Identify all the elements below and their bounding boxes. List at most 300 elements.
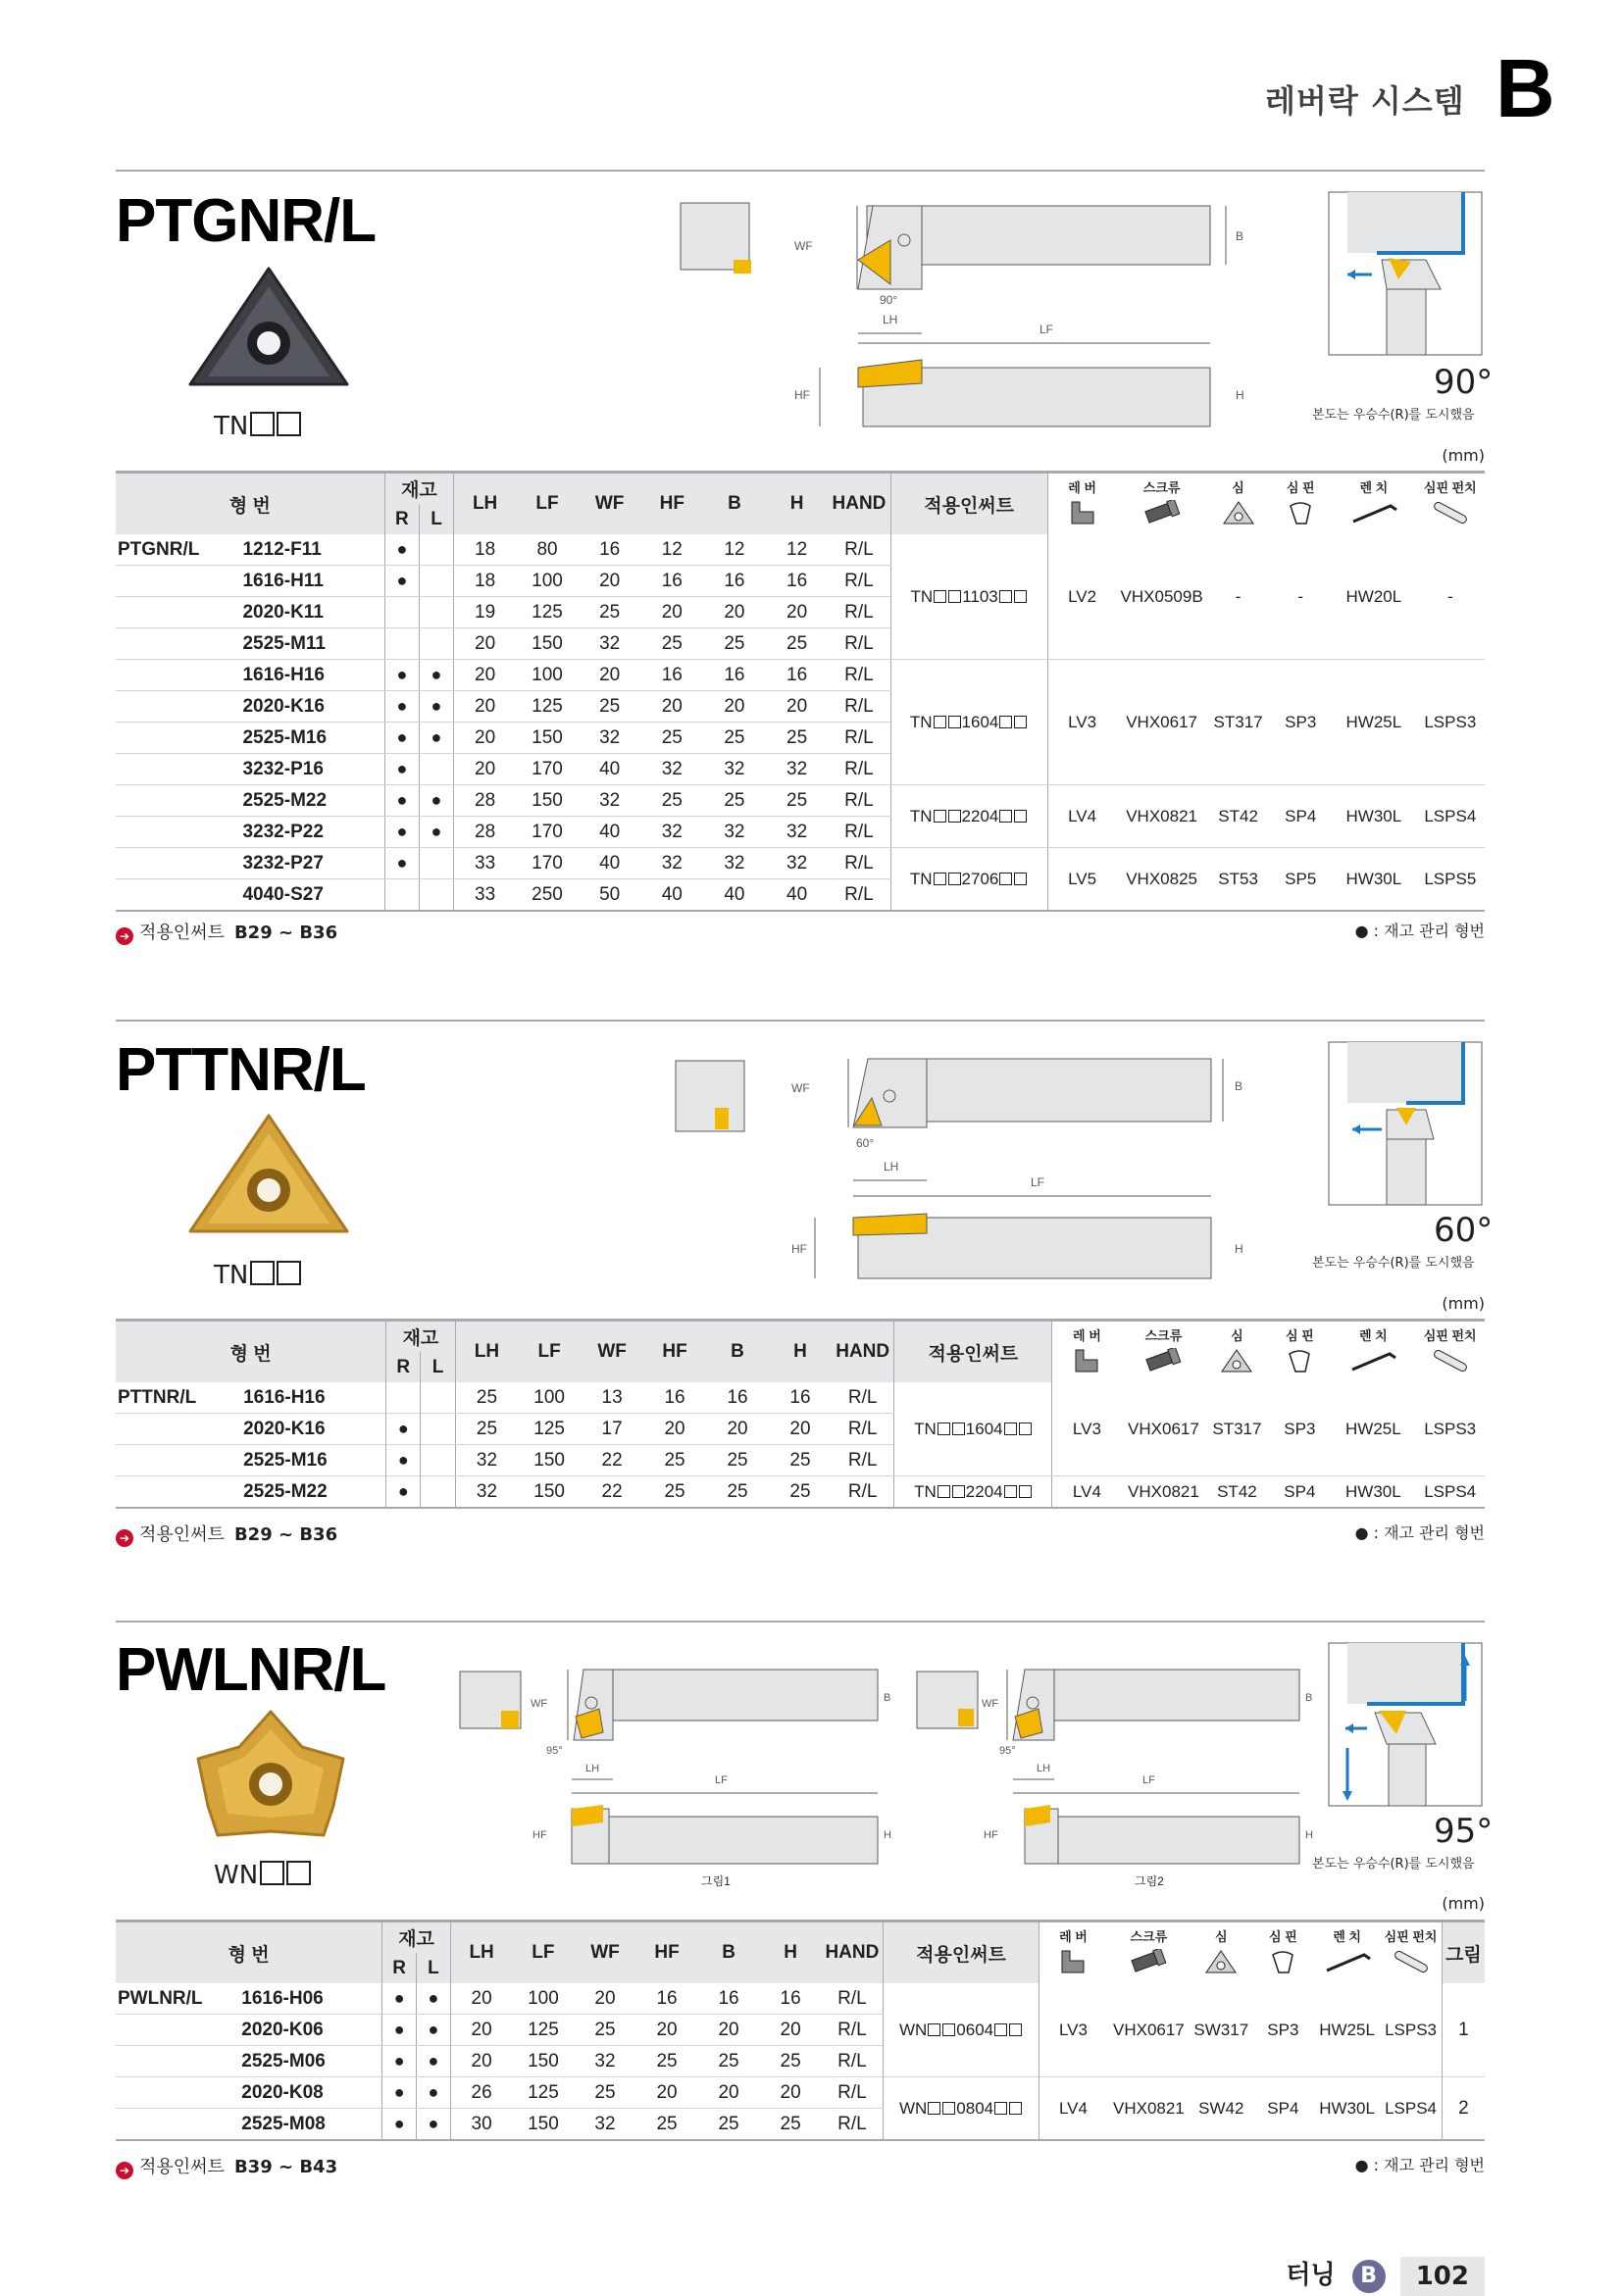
model-code: 3232-P22 bbox=[242, 817, 384, 848]
stock-l bbox=[419, 879, 453, 912]
svg-text:H: H bbox=[1236, 388, 1244, 402]
model-code: 1212-F11 bbox=[242, 534, 384, 566]
cell-lh: 32 bbox=[455, 1476, 518, 1509]
svg-text:LH: LH bbox=[884, 1160, 899, 1173]
col-header-stock: 재고 bbox=[386, 1321, 456, 1353]
svg-text:WF: WF bbox=[791, 1081, 810, 1095]
col-header-b: B bbox=[703, 473, 766, 535]
cell-h: 25 bbox=[766, 785, 829, 817]
cell-wrench: HW30L bbox=[1332, 785, 1416, 848]
cell-shimpin: SP3 bbox=[1269, 660, 1332, 785]
cell-wrench: HW30L bbox=[1332, 848, 1416, 912]
cell-insert: WN 0804 bbox=[884, 2077, 1039, 2141]
cell-b: 32 bbox=[703, 754, 766, 785]
cell-b: 16 bbox=[703, 566, 766, 597]
stock-r: ● bbox=[384, 754, 419, 785]
cell-lh: 25 bbox=[455, 1382, 518, 1414]
cell-lh: 19 bbox=[454, 597, 517, 628]
cell-hf: 40 bbox=[640, 879, 703, 912]
cell-shim: SW42 bbox=[1191, 2077, 1252, 2141]
model-code: 2020-K11 bbox=[242, 597, 384, 628]
stock-l bbox=[419, 628, 453, 660]
model-series bbox=[116, 723, 242, 754]
model-code: 3232-P27 bbox=[242, 848, 384, 879]
cell-hf: 20 bbox=[640, 691, 703, 723]
table-row bbox=[116, 1983, 1485, 2015]
insert-tn-gold-image bbox=[184, 1110, 353, 1247]
svg-text:HF: HF bbox=[984, 1829, 998, 1841]
footer-section-label: 터닝 bbox=[1286, 2261, 1336, 2290]
stock-l: ● bbox=[417, 2109, 451, 2141]
model-code: 2525-M16 bbox=[243, 1445, 386, 1476]
cell-h: 16 bbox=[760, 1983, 822, 2015]
cell-lh: 20 bbox=[454, 691, 517, 723]
cell-hand: R/L bbox=[828, 723, 890, 754]
cell-punch: LSPS3 bbox=[1415, 1382, 1485, 1476]
model-code: 2525-M06 bbox=[241, 2046, 382, 2077]
cell-shim: ST42 bbox=[1207, 785, 1270, 848]
stock-r: ● bbox=[384, 723, 419, 754]
cell-lh: 20 bbox=[454, 628, 517, 660]
svg-text:95°: 95° bbox=[999, 1745, 1016, 1757]
cell-punch: LSPS3 bbox=[1416, 660, 1485, 785]
header-title: 레버락 시스템 bbox=[1265, 82, 1465, 120]
col-header-r: R bbox=[384, 504, 419, 534]
cell-b: 25 bbox=[698, 2109, 760, 2141]
col-header-lever: 레 버 bbox=[1047, 473, 1116, 535]
col-header-wrench: 렌 치 bbox=[1332, 473, 1416, 535]
stock-r bbox=[384, 597, 419, 628]
cell-h: 16 bbox=[766, 566, 829, 597]
diagram-note: 본도는 우승수(R)를 도시했음 bbox=[1312, 1857, 1475, 1872]
cell-h: 20 bbox=[766, 691, 829, 723]
cell-screw: VHX0825 bbox=[1116, 848, 1206, 912]
cell-lf: 125 bbox=[518, 1414, 581, 1445]
cell-wf: 22 bbox=[581, 1445, 643, 1476]
col-header-shim: 심 bbox=[1205, 1321, 1268, 1383]
cell-lf: 100 bbox=[516, 566, 579, 597]
cell-lh: 20 bbox=[454, 723, 517, 754]
col-header-b: B bbox=[706, 1321, 769, 1383]
cell-b: 20 bbox=[698, 2077, 760, 2109]
cutting-angle-label: 90° bbox=[1434, 363, 1494, 402]
cell-wrench: HW25L bbox=[1332, 660, 1416, 785]
cell-lf: 170 bbox=[516, 848, 579, 879]
cell-h: 20 bbox=[766, 597, 829, 628]
cell-b: 25 bbox=[703, 723, 766, 754]
stock-r: ● bbox=[382, 2109, 417, 2141]
cell-wf: 25 bbox=[579, 691, 641, 723]
cell-h: 25 bbox=[760, 2046, 822, 2077]
stock-r: ● bbox=[382, 2015, 417, 2046]
cell-lh: 33 bbox=[454, 879, 517, 912]
cell-h: 40 bbox=[766, 879, 829, 912]
stock-l: ● bbox=[417, 2077, 451, 2109]
svg-text:LF: LF bbox=[1039, 323, 1054, 336]
stock-r: ● bbox=[384, 566, 419, 597]
cutting-angle-diagram bbox=[1328, 1041, 1483, 1206]
cell-h: 20 bbox=[760, 2077, 822, 2109]
stock-l bbox=[421, 1414, 455, 1445]
model-code: 1616-H16 bbox=[243, 1382, 386, 1414]
cell-shimpin: SP3 bbox=[1252, 1983, 1314, 2077]
cell-lever: LV3 bbox=[1047, 660, 1116, 785]
cell-b: 20 bbox=[706, 1414, 769, 1445]
model-series bbox=[116, 566, 242, 597]
cutting-angle-diagram bbox=[1328, 1642, 1483, 1807]
col-header-h: H bbox=[766, 473, 829, 535]
cell-lf: 170 bbox=[516, 817, 579, 848]
lever-icon bbox=[1056, 1949, 1090, 1974]
svg-text:HF: HF bbox=[791, 1242, 807, 1256]
model-code: 2020-K16 bbox=[243, 1414, 386, 1445]
col-header-lh: LH bbox=[455, 1321, 518, 1383]
col-header-lh: LH bbox=[454, 473, 517, 535]
shim-icon bbox=[1204, 1949, 1238, 1974]
cell-lh: 20 bbox=[454, 754, 517, 785]
stock-l: ● bbox=[419, 723, 453, 754]
model-series: PTTNR/L bbox=[116, 1382, 243, 1414]
model-series bbox=[116, 785, 242, 817]
cell-screw: VHX0509B bbox=[1116, 534, 1206, 660]
model-series bbox=[116, 2015, 241, 2046]
footer-section-badge: B bbox=[1352, 2260, 1386, 2293]
lever-icon bbox=[1066, 500, 1099, 525]
cell-shim: ST317 bbox=[1205, 1382, 1268, 1476]
shim-pin-icon bbox=[1286, 1348, 1313, 1373]
col-header-r: R bbox=[386, 1352, 421, 1382]
lever-icon bbox=[1070, 1348, 1103, 1373]
col-header-stock: 재고 bbox=[382, 1922, 451, 1954]
cell-screw: VHX0617 bbox=[1121, 1382, 1205, 1476]
svg-text:LF: LF bbox=[1031, 1175, 1045, 1189]
cell-shimpin: SP4 bbox=[1252, 2077, 1314, 2141]
model-series bbox=[116, 2077, 241, 2109]
cell-wf: 32 bbox=[579, 628, 641, 660]
cell-lh: 25 bbox=[455, 1414, 518, 1445]
stock-r: ● bbox=[384, 785, 419, 817]
stock-r bbox=[386, 1382, 421, 1414]
tool-diagram-figure-2 bbox=[907, 1662, 1319, 1892]
cell-shimpin: SP5 bbox=[1269, 848, 1332, 912]
col-header-lf: LF bbox=[518, 1321, 581, 1383]
model-code: 4040-S27 bbox=[242, 879, 384, 912]
cell-shim: ST317 bbox=[1207, 660, 1270, 785]
cell-hf: 32 bbox=[640, 817, 703, 848]
table-row bbox=[116, 660, 1485, 691]
cell-wf: 16 bbox=[579, 534, 641, 566]
insert-code-label: TN bbox=[214, 412, 301, 441]
cell-wf: 13 bbox=[581, 1382, 643, 1414]
cell-wf: 50 bbox=[579, 879, 641, 912]
stock-r: ● bbox=[382, 2077, 417, 2109]
cell-lh: 26 bbox=[450, 2077, 512, 2109]
cell-b: 32 bbox=[703, 848, 766, 879]
spec-table bbox=[116, 1920, 1485, 2141]
cell-lever: LV4 bbox=[1052, 1476, 1122, 1509]
col-header-hand: HAND bbox=[832, 1321, 894, 1383]
stock-l bbox=[419, 754, 453, 785]
cell-hand: R/L bbox=[832, 1476, 894, 1509]
svg-text:HF: HF bbox=[532, 1829, 547, 1841]
cell-lever: LV5 bbox=[1047, 848, 1116, 912]
cell-lh: 30 bbox=[450, 2109, 512, 2141]
cell-screw: VHX0617 bbox=[1107, 1983, 1191, 2077]
stock-l: ● bbox=[417, 1983, 451, 2015]
col-header-hf: HF bbox=[635, 1922, 697, 1984]
col-header-model: 형 번 bbox=[116, 1321, 386, 1383]
wrench-icon bbox=[1323, 1949, 1372, 1972]
col-header-screw: 스크류 bbox=[1116, 473, 1206, 535]
cell-hf: 25 bbox=[635, 2109, 697, 2141]
model-series bbox=[116, 1445, 243, 1476]
cell-lf: 125 bbox=[512, 2077, 574, 2109]
svg-text:LF: LF bbox=[715, 1774, 728, 1786]
col-header-shim: 심 bbox=[1191, 1922, 1252, 1984]
cell-punch: - bbox=[1416, 534, 1485, 660]
cell-hf: 16 bbox=[635, 1983, 697, 2015]
cell-hand: R/L bbox=[828, 785, 890, 817]
cell-wf: 22 bbox=[581, 1476, 643, 1509]
model-code: 2020-K16 bbox=[242, 691, 384, 723]
unit-label: (mm) bbox=[1442, 446, 1485, 465]
col-header-wf: WF bbox=[579, 473, 641, 535]
cell-lf: 150 bbox=[516, 628, 579, 660]
stock-l: ● bbox=[417, 2046, 451, 2077]
svg-text:B: B bbox=[1235, 1079, 1243, 1093]
stock-l bbox=[421, 1476, 455, 1509]
cell-lh: 20 bbox=[454, 660, 517, 691]
svg-text:95°: 95° bbox=[546, 1745, 563, 1757]
cell-b: 16 bbox=[703, 660, 766, 691]
cell-b: 20 bbox=[703, 691, 766, 723]
cell-wf: 17 bbox=[581, 1414, 643, 1445]
cell-punch: LSPS4 bbox=[1380, 2077, 1442, 2141]
stock-r: ● bbox=[382, 2046, 417, 2077]
cell-wf: 25 bbox=[579, 597, 641, 628]
cell-hf: 25 bbox=[640, 785, 703, 817]
cell-lever: LV3 bbox=[1052, 1382, 1122, 1476]
cell-lf: 150 bbox=[516, 723, 579, 754]
cell-lh: 18 bbox=[454, 566, 517, 597]
cell-b: 25 bbox=[703, 785, 766, 817]
col-header-model: 형 번 bbox=[116, 473, 384, 535]
table-row bbox=[116, 785, 1485, 817]
cell-hf: 25 bbox=[640, 723, 703, 754]
cell-punch: LSPS3 bbox=[1380, 1983, 1442, 2077]
cutting-angle-label: 60° bbox=[1434, 1211, 1494, 1250]
cell-b: 32 bbox=[703, 817, 766, 848]
col-header-stock: 재고 bbox=[384, 473, 453, 505]
section-title-pwlnr: PWLNR/L bbox=[116, 1636, 386, 1704]
cell-lh: 20 bbox=[450, 1983, 512, 2015]
cell-insert: TN 1604 bbox=[894, 1382, 1052, 1476]
insert-wn-gold-image bbox=[186, 1708, 355, 1845]
svg-text:B: B bbox=[1305, 1692, 1313, 1704]
cell-b: 40 bbox=[703, 879, 766, 912]
col-header-hand: HAND bbox=[822, 1922, 884, 1984]
cell-hand: R/L bbox=[822, 1983, 884, 2015]
cell-hf: 20 bbox=[635, 2015, 697, 2046]
cell-insert: TN 2706 bbox=[890, 848, 1047, 912]
col-header-hand: HAND bbox=[828, 473, 890, 535]
page-number: 102 bbox=[1400, 2257, 1485, 2296]
cell-lf: 250 bbox=[516, 879, 579, 912]
insert-reference: ➔ 적용인써트 B39 ~ B43 bbox=[116, 2153, 337, 2179]
screw-icon bbox=[1141, 1348, 1185, 1372]
cell-screw: VHX0821 bbox=[1121, 1476, 1205, 1509]
cell-h: 12 bbox=[766, 534, 829, 566]
table-row bbox=[116, 534, 1485, 566]
cell-h: 25 bbox=[766, 628, 829, 660]
cell-hand: R/L bbox=[828, 660, 890, 691]
insert-reference: ➔ 적용인써트 B29 ~ B36 bbox=[116, 919, 337, 945]
col-header-shimpin: 심 핀 bbox=[1252, 1922, 1314, 1984]
cell-wrench: HW30L bbox=[1331, 1476, 1415, 1509]
svg-text:LH: LH bbox=[883, 313, 898, 326]
cell-lf: 125 bbox=[512, 2015, 574, 2046]
cell-h: 20 bbox=[769, 1414, 832, 1445]
col-header-wrench: 렌 치 bbox=[1314, 1922, 1380, 1984]
cell-hf: 16 bbox=[643, 1382, 706, 1414]
cell-lf: 150 bbox=[512, 2109, 574, 2141]
cell-punch: LSPS4 bbox=[1415, 1476, 1485, 1509]
cell-hand: R/L bbox=[828, 879, 890, 912]
cell-hf: 32 bbox=[640, 754, 703, 785]
cell-lh: 33 bbox=[454, 848, 517, 879]
cell-h: 25 bbox=[760, 2109, 822, 2141]
cell-wrench: HW30L bbox=[1314, 2077, 1380, 2141]
shim-pin-punch-icon bbox=[1429, 1348, 1472, 1373]
insert-code-label: WN bbox=[214, 1861, 311, 1890]
cell-wf: 32 bbox=[574, 2046, 635, 2077]
cell-wf: 20 bbox=[579, 660, 641, 691]
svg-text:H: H bbox=[1305, 1829, 1313, 1841]
cell-hand: R/L bbox=[822, 2046, 884, 2077]
divider bbox=[116, 1020, 1485, 1022]
svg-text:WF: WF bbox=[982, 1698, 999, 1710]
spec-table bbox=[116, 1319, 1485, 1509]
screw-icon bbox=[1127, 1949, 1170, 1972]
col-header-insert: 적용인써트 bbox=[894, 1321, 1052, 1383]
cell-wf: 32 bbox=[579, 723, 641, 754]
diagram-note: 본도는 우승수(R)를 도시했음 bbox=[1312, 1256, 1475, 1271]
divider bbox=[116, 1621, 1485, 1622]
cell-wf: 20 bbox=[574, 1983, 635, 2015]
cell-b: 12 bbox=[703, 534, 766, 566]
model-code: 2525-M16 bbox=[242, 723, 384, 754]
cell-hand: R/L bbox=[828, 534, 890, 566]
cell-hf: 20 bbox=[635, 2077, 697, 2109]
divider bbox=[116, 170, 1485, 172]
page-footer bbox=[1286, 2255, 1485, 2296]
cell-b: 16 bbox=[698, 1983, 760, 2015]
stock-r: ● bbox=[382, 1983, 417, 2015]
stock-r: ● bbox=[384, 534, 419, 566]
col-header-lf: LF bbox=[512, 1922, 574, 1984]
stock-r bbox=[384, 879, 419, 912]
stock-legend: ● : 재고 관리 형번 bbox=[1354, 1523, 1485, 1542]
cell-lever: LV4 bbox=[1039, 2077, 1107, 2141]
cell-hf: 25 bbox=[635, 2046, 697, 2077]
svg-text:90°: 90° bbox=[880, 293, 898, 307]
cell-h: 25 bbox=[769, 1445, 832, 1476]
cell-hf: 16 bbox=[640, 566, 703, 597]
cell-insert: TN 1103 bbox=[890, 534, 1047, 660]
model-code: 3232-P16 bbox=[242, 754, 384, 785]
table-row bbox=[116, 1476, 1485, 1509]
cell-shimpin: SP3 bbox=[1268, 1382, 1331, 1476]
cell-h: 20 bbox=[760, 2015, 822, 2046]
col-header-l: L bbox=[419, 504, 453, 534]
cell-hf: 25 bbox=[643, 1445, 706, 1476]
col-header-lh: LH bbox=[450, 1922, 512, 1984]
cell-h: 32 bbox=[766, 848, 829, 879]
cell-wf: 32 bbox=[579, 785, 641, 817]
stock-r: ● bbox=[384, 848, 419, 879]
svg-text:LH: LH bbox=[1037, 1763, 1051, 1774]
model-series bbox=[116, 1414, 243, 1445]
col-header-lever: 레 버 bbox=[1039, 1922, 1107, 1984]
cell-hf: 16 bbox=[640, 660, 703, 691]
cell-hand: R/L bbox=[822, 2077, 884, 2109]
model-code: 1616-H16 bbox=[242, 660, 384, 691]
cell-b: 16 bbox=[706, 1382, 769, 1414]
svg-text:그림2: 그림2 bbox=[1135, 1874, 1164, 1888]
cell-lh: 20 bbox=[450, 2015, 512, 2046]
model-series bbox=[116, 879, 242, 912]
stock-l bbox=[419, 848, 453, 879]
stock-r: ● bbox=[386, 1476, 421, 1509]
cell-shim: SW317 bbox=[1191, 1983, 1252, 2077]
cell-h: 25 bbox=[769, 1476, 832, 1509]
model-series bbox=[116, 848, 242, 879]
wrench-icon bbox=[1349, 500, 1398, 524]
cell-h: 16 bbox=[766, 660, 829, 691]
model-code: 1616-H11 bbox=[242, 566, 384, 597]
cell-hf: 20 bbox=[643, 1414, 706, 1445]
cell-wrench: HW20L bbox=[1332, 534, 1416, 660]
cell-lf: 150 bbox=[512, 2046, 574, 2077]
tool-dimension-diagram bbox=[677, 191, 1265, 436]
col-header-wf: WF bbox=[581, 1321, 643, 1383]
cell-hf: 32 bbox=[640, 848, 703, 879]
stock-l: ● bbox=[419, 785, 453, 817]
cell-hand: R/L bbox=[822, 2109, 884, 2141]
col-header-hf: HF bbox=[640, 473, 703, 535]
model-code: 2020-K06 bbox=[241, 2015, 382, 2046]
stock-l bbox=[419, 597, 453, 628]
svg-text:B: B bbox=[1236, 229, 1244, 243]
col-header-h: H bbox=[760, 1922, 822, 1984]
insert-reference: ➔ 적용인써트 B29 ~ B36 bbox=[116, 1521, 337, 1547]
cell-lever: LV3 bbox=[1039, 1983, 1107, 2077]
insert-tn-gray-image bbox=[184, 263, 353, 400]
stock-l bbox=[421, 1382, 455, 1414]
col-header-lf: LF bbox=[516, 473, 579, 535]
stock-l: ● bbox=[419, 817, 453, 848]
cell-hand: R/L bbox=[828, 817, 890, 848]
cell-b: 25 bbox=[706, 1476, 769, 1509]
cell-hf: 25 bbox=[640, 628, 703, 660]
model-series bbox=[116, 2046, 241, 2077]
cell-shimpin: - bbox=[1269, 534, 1332, 660]
col-header-punch: 심핀 펀치 bbox=[1416, 473, 1485, 535]
cell-wf: 40 bbox=[579, 754, 641, 785]
cell-lf: 150 bbox=[516, 785, 579, 817]
cell-hand: R/L bbox=[828, 848, 890, 879]
tool-diagram-figure-1 bbox=[456, 1662, 897, 1892]
